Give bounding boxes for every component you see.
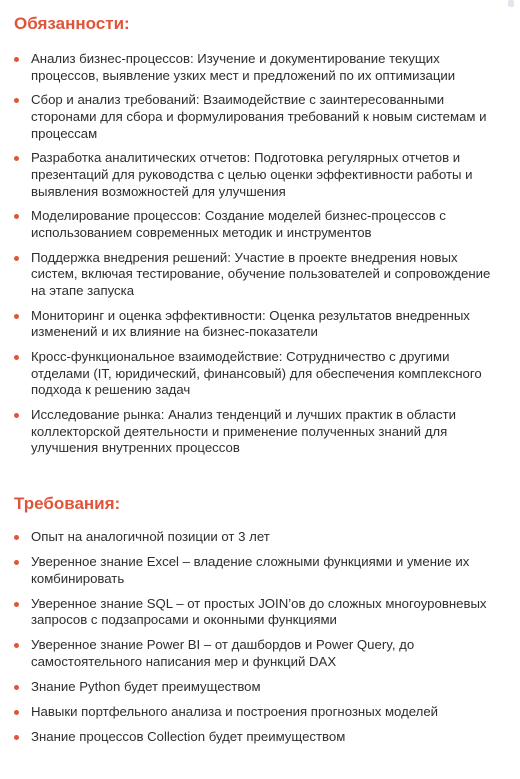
list-item bbox=[0, 308, 500, 341]
list-item-text: Сбор и анализ требований: Взаимодействие с заинтересованными сторонами для сбора и формулирования требований к новым системам и процессам bbox=[31, 92, 487, 141]
list-item-text: Исследование рынка: Анализ тенденций и лучших практик в области коллекторской деятельности и применение полученных знаний для улучшения внутренних процессов bbox=[31, 407, 456, 456]
bullet-dot-icon bbox=[14, 685, 19, 690]
list-item bbox=[0, 208, 500, 241]
list-item bbox=[0, 349, 500, 399]
list-item-text: Моделирование процессов: Создание моделей бизнес-процессов с использованием современных методик и инструментов bbox=[31, 208, 446, 240]
bullet-dot-icon bbox=[14, 214, 19, 219]
list-item bbox=[0, 554, 500, 587]
list-item bbox=[0, 407, 500, 457]
bullet-dot-icon bbox=[14, 602, 19, 607]
bullet-dot-icon bbox=[14, 535, 19, 540]
duties-heading: Обязанности: bbox=[14, 14, 130, 33]
bullet-dot-icon bbox=[14, 643, 19, 648]
bullet-dot-icon bbox=[14, 735, 19, 740]
bullet-dot-icon bbox=[14, 355, 19, 360]
list-item-text: Знание процессов Collection будет преимуществом bbox=[31, 728, 346, 744]
list-item bbox=[0, 704, 500, 721]
list-item bbox=[0, 529, 500, 546]
list-item-text: Уверенное знание Excel – владение сложными функциями и умение их комбинировать bbox=[31, 553, 470, 586]
requirements-heading: Требования: bbox=[14, 494, 121, 513]
list-item-text: Уверенное знание Power BI – от дашбордов и Power Query, до самостоятельного написания мер и функций DAX bbox=[31, 637, 415, 669]
requirements-list bbox=[0, 529, 500, 754]
bullet-dot-icon bbox=[14, 98, 19, 103]
list-item bbox=[0, 729, 500, 746]
scrollbar-top-mark bbox=[508, 0, 514, 7]
list-item bbox=[0, 250, 500, 300]
bullet-dot-icon bbox=[14, 314, 19, 319]
list-item bbox=[0, 51, 500, 84]
duties-list bbox=[0, 51, 500, 465]
list-item-text: Навыки портфельного анализа и построения прогнозных моделей bbox=[31, 703, 439, 719]
list-item bbox=[0, 92, 500, 142]
bullet-dot-icon bbox=[14, 413, 19, 418]
bullet-dot-icon bbox=[14, 256, 19, 261]
bullet-dot-icon bbox=[14, 57, 19, 62]
bullet-dot-icon bbox=[14, 560, 19, 565]
list-item-text: Анализ бизнес-процессов: Изучение и документирование текущих процессов, выявление узких мест и предложений по их оптимизации bbox=[31, 51, 456, 83]
list-item-text: Мониторинг и оценка эффективности: Оценка результатов внедренных изменений и их влияние на бизнес-показатели bbox=[31, 307, 470, 340]
list-item bbox=[0, 150, 500, 200]
list-item-text: Опыт на аналогичной позиции от 3 лет bbox=[31, 529, 270, 544]
list-item-text: Поддержка внедрения решений: Участие в проекте внедрения новых систем, включая тестирование, обучение пользователей и сопровождение на этапе запуска bbox=[31, 249, 491, 298]
list-item bbox=[0, 596, 500, 629]
list-item-text: Знание Python будет преимуществом bbox=[31, 678, 261, 694]
list-item-text: Уверенное знание SQL – от простых JOIN’ов до сложных многоуровневых запросов с подзапросами и оконными функциями bbox=[31, 595, 487, 628]
list-item-text: Кросс-функциональное взаимодействие: Сотрудничество с другими отделами (IT, юридический, финансовый) для обеспечения комплексного подхода к решению задач bbox=[31, 349, 482, 398]
bullet-dot-icon bbox=[14, 156, 19, 161]
bullet-dot-icon bbox=[14, 710, 19, 715]
list-item bbox=[0, 679, 500, 696]
list-item bbox=[0, 637, 500, 670]
list-item-text: Разработка аналитических отчетов: Подготовка регулярных отчетов и презентаций для руководства с целью оценки эффективности работы и выявления возможностей для улучшения bbox=[31, 150, 473, 199]
